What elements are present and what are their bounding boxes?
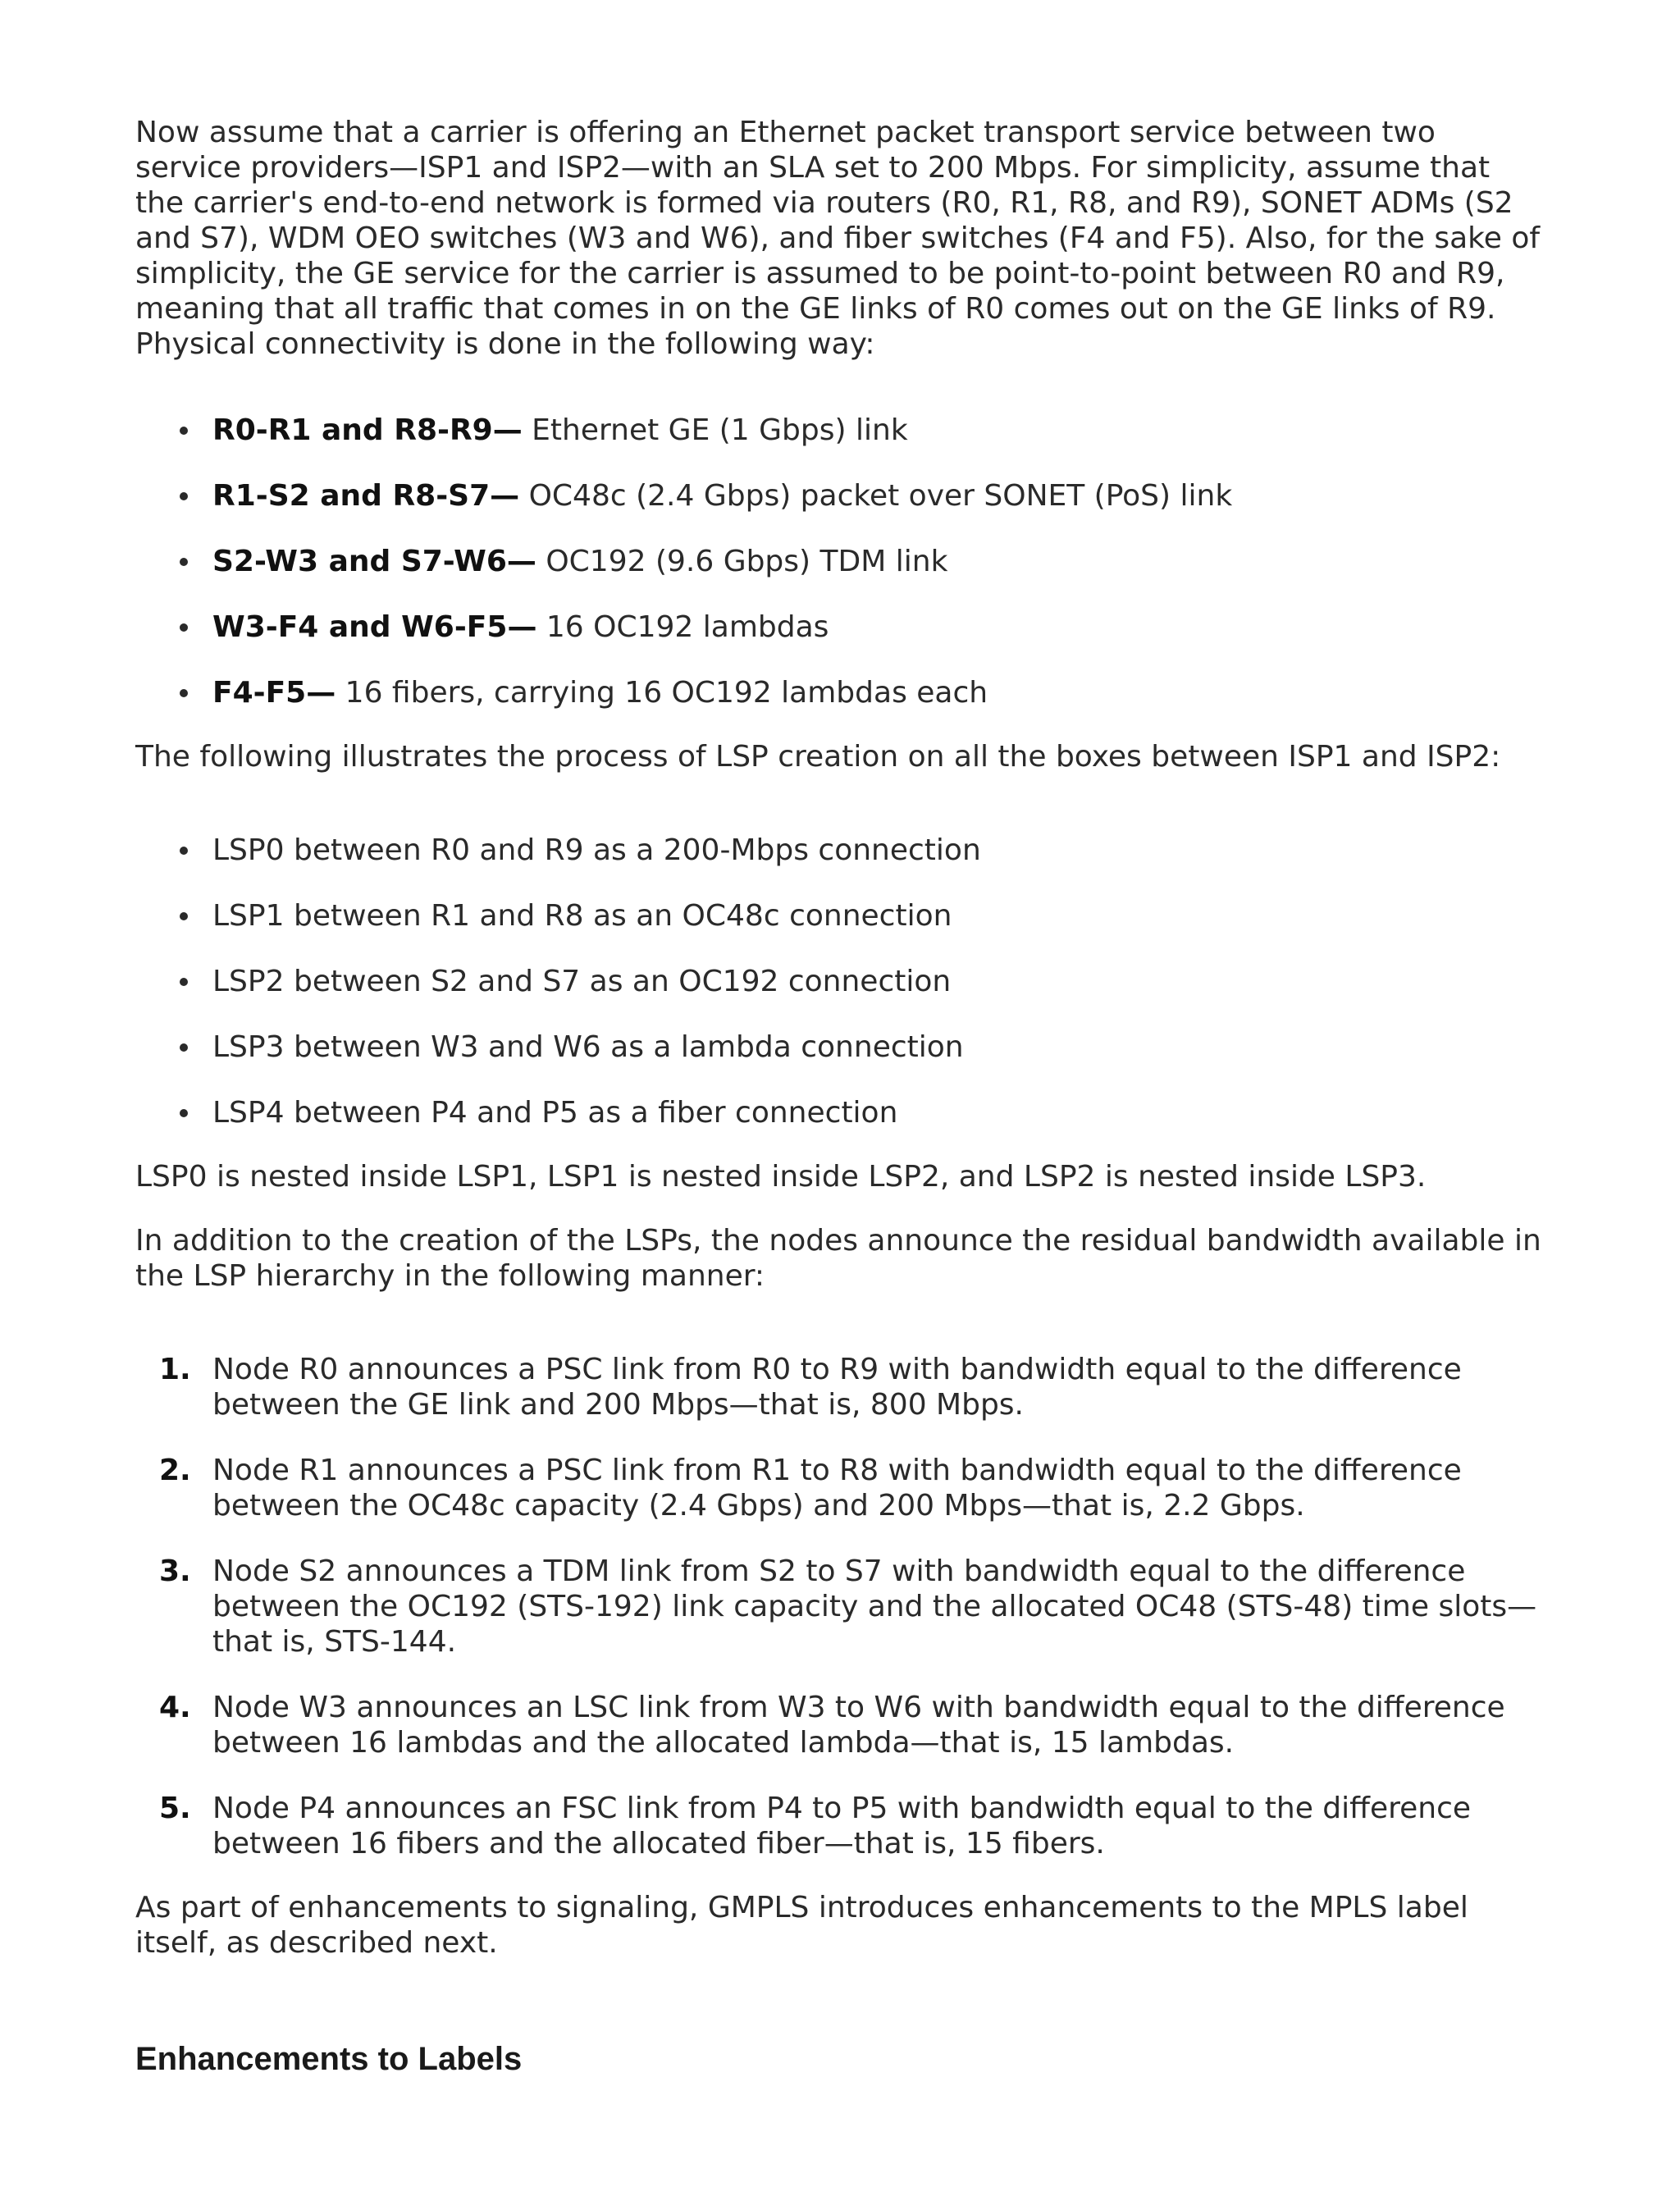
intro-paragraph: Now assume that a carrier is offering an Ethernet packet transport service between two service providers—ISP1 and ISP2—with an SLA set to 200 Mbps. For simplicity, assume that the carrier's end-to-end network is formed via routers (R0, R1, R8, and R9), SONET ADMs (S2 and S7), WDM OEO switches (W3 and W6), and fiber switches (F4 and F5). Also, for the sake of simplicity, the GE service for the carrier is assumed to be point-to-point between R0 and R9, meaning that all traffic that comes in on the GE links of R0 comes out on the GE links of R9. Physical connectivity is done in the following way:: [135, 116, 1541, 361]
step-text: Node P4 announces an FSC link from P4 to P5 with bandwidth equal to the difference between 16 fibers and the allocated fiber—that is, 15 fibers.: [212, 1792, 1472, 1860]
list-item: [135, 675, 1546, 710]
link-description: OC192 (9.6 Gbps) TDM link: [536, 545, 948, 578]
link-term: F4-F5—: [212, 676, 336, 710]
link-description: Ethernet GE (1 Gbps) link: [522, 413, 908, 447]
link-term: W3-F4 and W6-F5—: [212, 610, 537, 644]
list-item: LSP1 between R1 and R8 as an OC48c connection: [135, 898, 1546, 934]
list-item: LSP4 between P4 and P5 as a fiber connection: [135, 1095, 1546, 1130]
step-number: 3.: [159, 1554, 191, 1588]
step-number: 1.: [159, 1353, 191, 1386]
link-term: S2-W3 and S7-W6—: [212, 545, 536, 578]
step-text: Node S2 announces a TDM link from S2 to S7 with bandwidth equal to the difference between the OC192 (STS-192) link capacity and the allocated OC48 (STS-48) time slots—that is, STS-144.: [212, 1554, 1537, 1659]
list-item: [135, 1690, 1546, 1760]
list-item: LSP3 between W3 and W6 as a lambda connection: [135, 1029, 1546, 1065]
list-item: LSP0 between R0 and R9 as a 200-Mbps connection: [135, 833, 1546, 868]
step-text: Node R1 announces a PSC link from R1 to R8 with bandwidth equal to the difference between the OC48c capacity (2.4 Gbps) and 200 Mbps—that is, 2.2 Gbps.: [212, 1454, 1462, 1522]
step-number: 5.: [159, 1792, 191, 1825]
closing-paragraph: As part of enhancements to signaling, GMPLS introduces enhancements to the MPLS label itself, as described next.: [135, 1891, 1468, 1960]
list-item: [135, 544, 1546, 579]
list-item: [135, 1791, 1546, 1861]
list-item: [135, 1554, 1546, 1659]
lsp-intro-paragraph: The following illustrates the process of LSP creation on all the boxes between ISP1 and ISP2:: [135, 740, 1501, 774]
link-term: R1-S2 and R8-S7—: [212, 479, 520, 513]
lsp-list: [135, 833, 1546, 1130]
list-item: [135, 1453, 1546, 1523]
step-number: 2.: [159, 1454, 191, 1487]
link-description: 16 fibers, carrying 16 OC192 lambdas each: [336, 676, 988, 710]
list-item: [135, 609, 1546, 645]
list-item: LSP2 between S2 and S7 as an OC192 connection: [135, 964, 1546, 999]
list-item: [135, 478, 1546, 514]
step-number: 4.: [159, 1691, 191, 1724]
step-text: Node R0 announces a PSC link from R0 to R9 with bandwidth equal to the difference between the GE link and 200 Mbps—that is, 800 Mbps.: [212, 1353, 1462, 1422]
step-text: Node W3 announces an LSC link from W3 to W6 with bandwidth equal to the difference between 16 lambdas and the allocated lambda—that is, 15 lambdas.: [212, 1691, 1505, 1760]
announcement-steps-list: [135, 1352, 1546, 1861]
nesting-paragraph: LSP0 is nested inside LSP1, LSP1 is nested inside LSP2, and LSP2 is nested inside LSP3.: [135, 1160, 1427, 1194]
link-term: R0-R1 and R8-R9—: [212, 413, 523, 447]
document-page: [135, 115, 1546, 2079]
section-heading: Enhancements to Labels: [135, 2041, 523, 2077]
list-item: [135, 413, 1546, 448]
link-description: 16 OC192 lambdas: [536, 610, 829, 644]
list-item: [135, 1352, 1546, 1422]
announce-intro-paragraph: In addition to the creation of the LSPs, the nodes announce the residual bandwidth available in the LSP hierarchy in the following manner:: [135, 1224, 1541, 1293]
link-description: OC48c (2.4 Gbps) packet over SONET (PoS) link: [519, 479, 1233, 513]
physical-links-list: [135, 413, 1546, 710]
